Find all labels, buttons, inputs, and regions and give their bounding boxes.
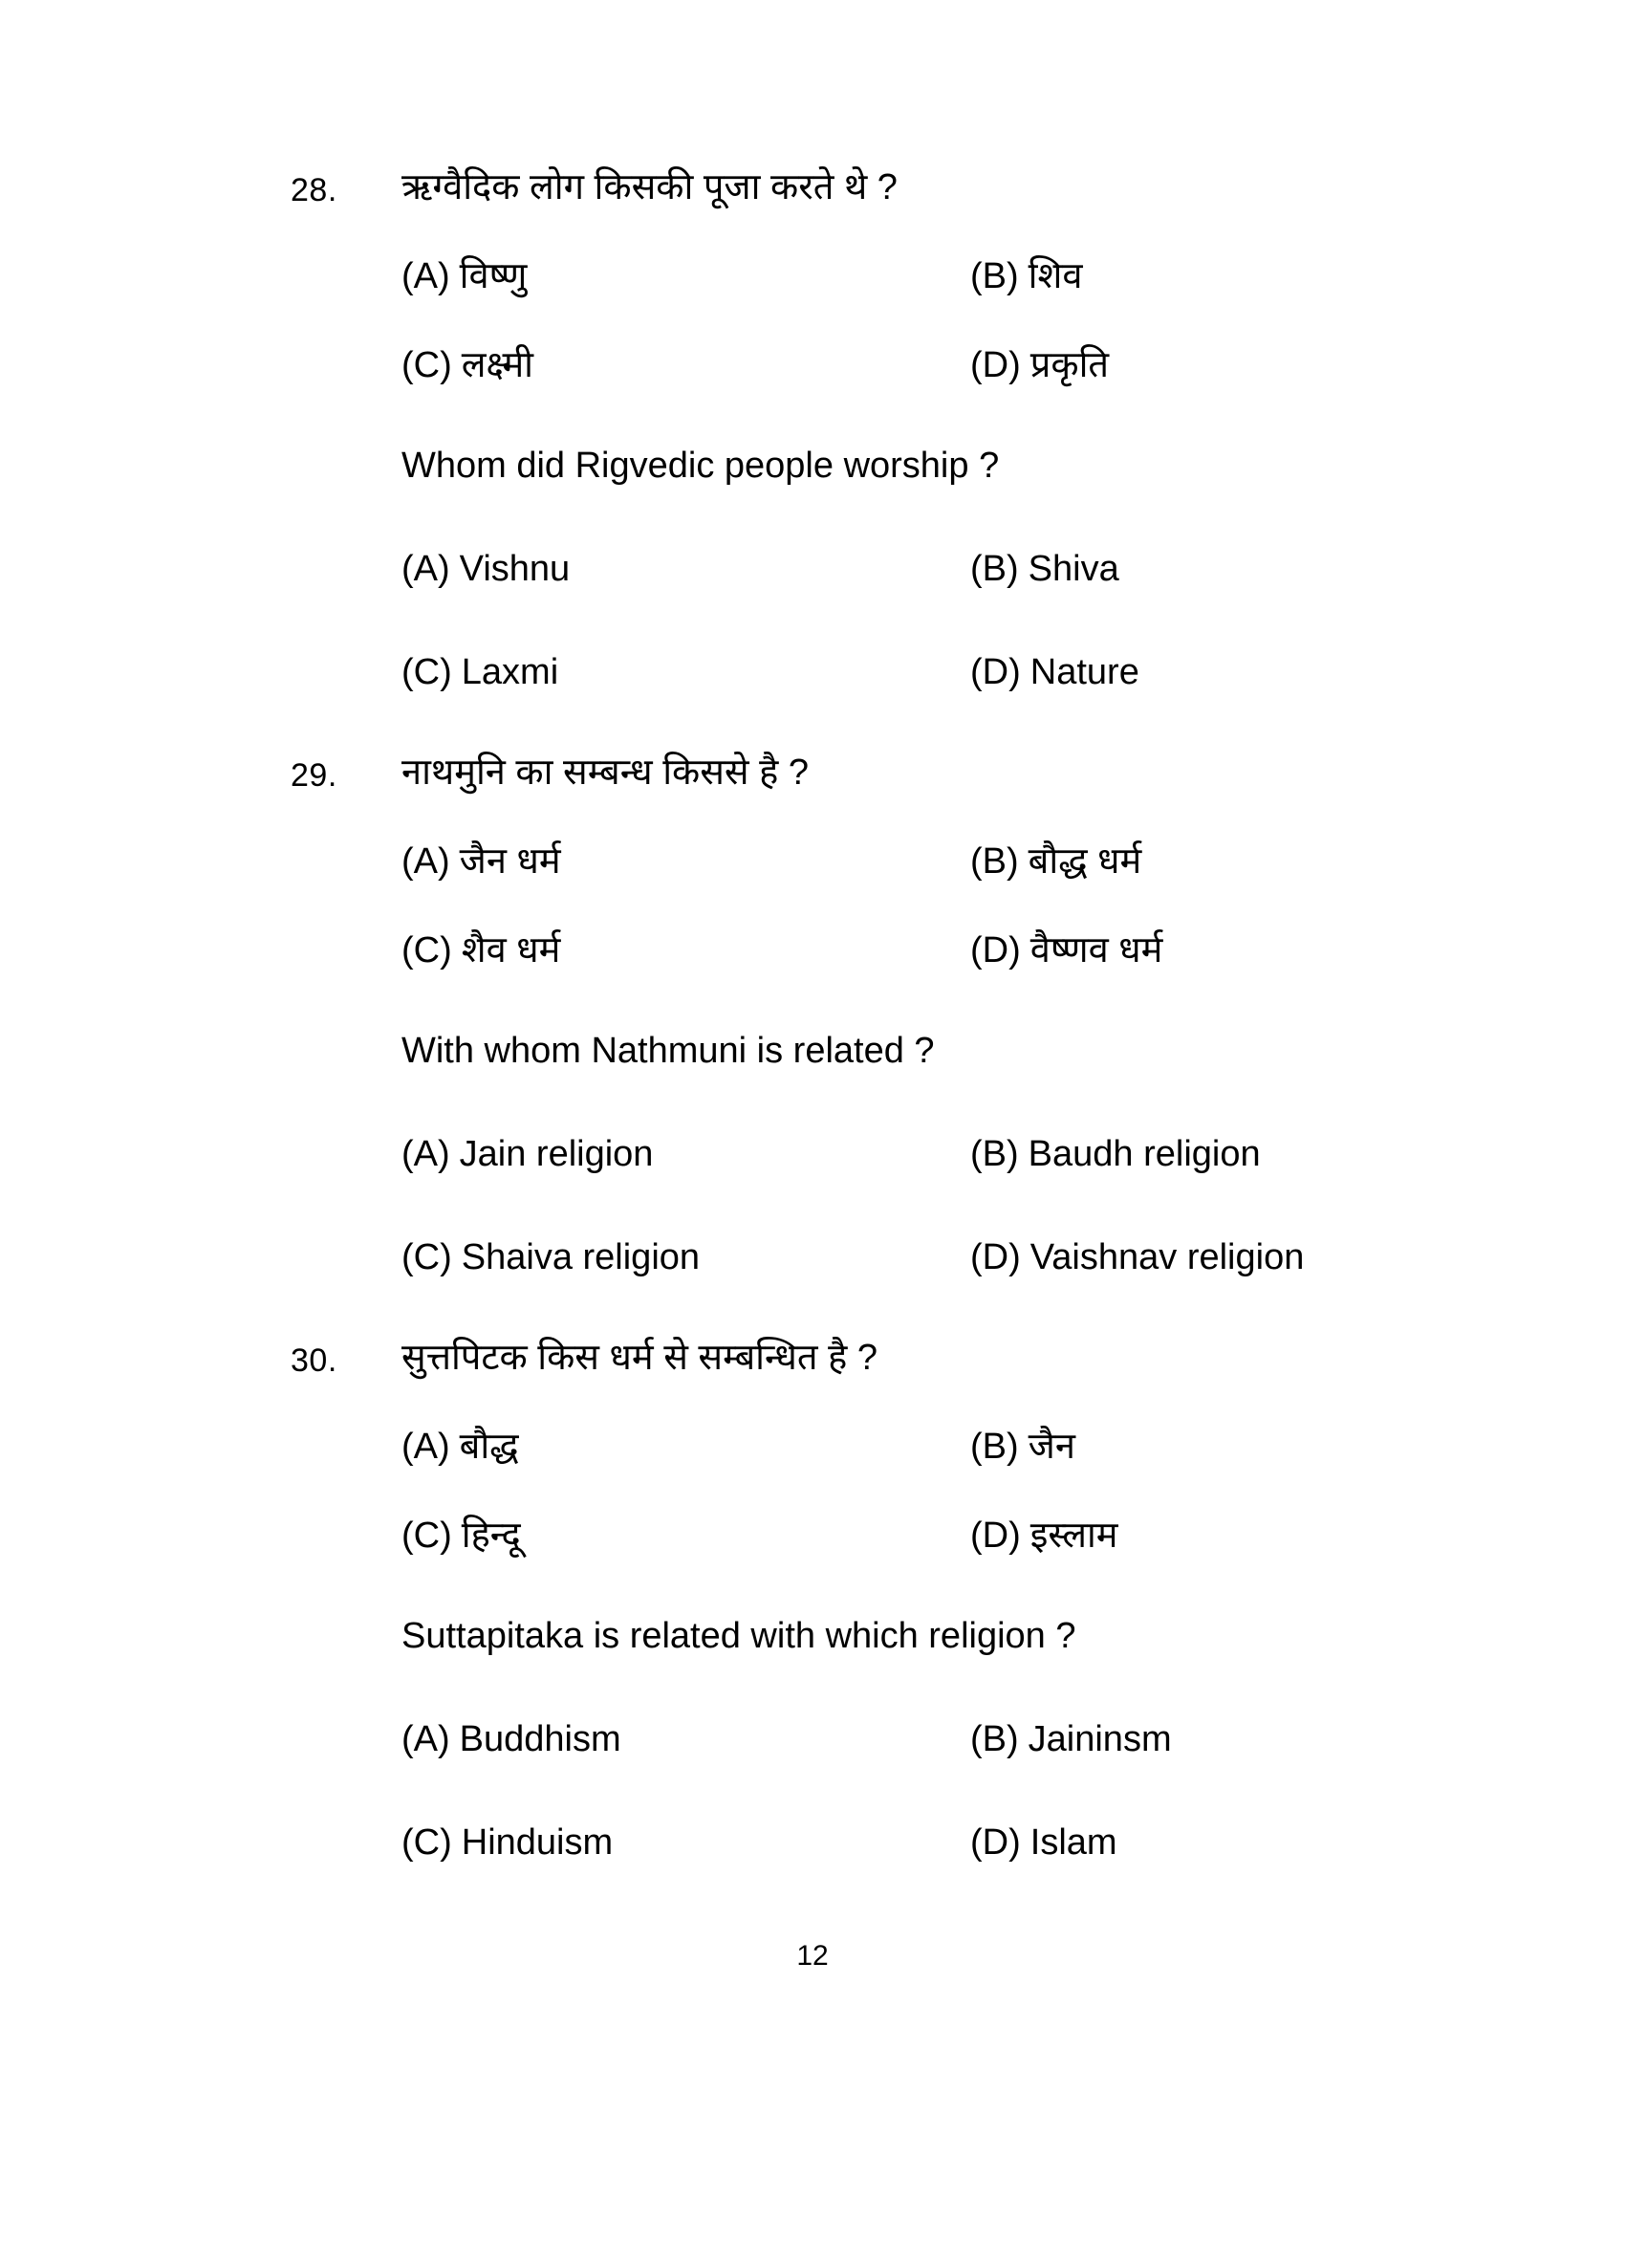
- option-text: प्रकृति: [1029, 345, 1110, 385]
- option-label: (A): [401, 841, 450, 882]
- option-label: (D): [970, 652, 1021, 692]
- question-29-english-options-row-1: [401, 1131, 1568, 1177]
- question-29-english-question: With whom Nathmuni is related ?: [401, 1031, 935, 1071]
- question-29-hindi-question: नाथमुनि का सम्बन्ध किससे है ?: [401, 752, 810, 793]
- question-28-english-option-d: [970, 649, 1139, 695]
- question-30-hindi-option-c: [401, 1513, 970, 1559]
- question-29-number: 29.: [291, 757, 337, 794]
- option-label: (B): [970, 841, 1019, 882]
- question-29-english-option-c: [401, 1234, 970, 1280]
- question-30-english-option-b: [970, 1716, 1172, 1762]
- option-text: Laxmi: [461, 652, 559, 692]
- option-text: लक्ष्मी: [461, 345, 534, 385]
- option-label: (A): [401, 1427, 450, 1467]
- question-29-english-option-d: [970, 1234, 1304, 1280]
- question-30-english-question: Suttapitaka is related with which religion ?: [401, 1616, 1076, 1656]
- question-28-english-text: [401, 443, 1568, 489]
- option-label: (A): [401, 256, 450, 296]
- question-28-english-option-a: [401, 546, 970, 592]
- option-text: Jaininsm: [1028, 1719, 1172, 1759]
- option-text: हिन्दू: [461, 1516, 521, 1556]
- option-text: विष्णु: [459, 256, 528, 296]
- question-30-english-option-a: [401, 1716, 970, 1762]
- option-text: Shaiva religion: [461, 1237, 701, 1277]
- question-28-english-option-c: [401, 649, 970, 695]
- option-text: जैन: [1028, 1427, 1075, 1467]
- option-label: (B): [970, 549, 1019, 589]
- question-30-hindi-question: सुत्तपिटक किस धर्म से सम्बन्धित है ?: [401, 1338, 878, 1378]
- option-label: (D): [970, 930, 1021, 970]
- question-28-hindi-text: [291, 164, 1568, 210]
- option-text: Jain religion: [459, 1134, 654, 1174]
- option-label: (A): [401, 1134, 450, 1174]
- question-29-english-text: [401, 1028, 1568, 1074]
- question-30-number: 30.: [291, 1342, 337, 1379]
- question-30-hindi-option-a: [401, 1424, 970, 1470]
- question-30-english-text: [401, 1613, 1568, 1659]
- question-29-hindi-option-a: [401, 839, 970, 884]
- question-30-english-options-row-2: [401, 1820, 1568, 1865]
- question-28-hindi-options-row-2: [401, 342, 1568, 388]
- option-text: Hinduism: [461, 1822, 614, 1863]
- question-30-english-option-c: [401, 1820, 970, 1865]
- question-28-english-options-row-1: [401, 546, 1568, 592]
- option-text: Buddhism: [459, 1719, 621, 1759]
- page-number: 12: [796, 1940, 829, 1972]
- question-29-hindi-option-d: [970, 927, 1162, 973]
- option-label: (D): [970, 1237, 1021, 1277]
- question-28: [291, 164, 1568, 695]
- option-label: (D): [970, 345, 1021, 385]
- option-text: शैव धर्म: [461, 930, 561, 970]
- option-text: Vaishnav religion: [1029, 1237, 1305, 1277]
- option-text: Nature: [1029, 652, 1139, 692]
- option-text: वैष्णव धर्म: [1029, 930, 1163, 970]
- option-label: (D): [970, 1822, 1021, 1863]
- question-28-hindi-options-row-1: [401, 253, 1568, 299]
- question-29-hindi-options-row-1: [401, 839, 1568, 884]
- option-label: (C): [401, 1237, 452, 1277]
- question-30-hindi-options-row-1: [401, 1424, 1568, 1470]
- question-28-hindi-option-d: [970, 342, 1109, 388]
- question-30: [291, 1335, 1568, 1865]
- question-30-english-options-row-1: [401, 1716, 1568, 1762]
- option-label: (A): [401, 1719, 450, 1759]
- question-28-hindi-option-a: [401, 253, 970, 299]
- question-30-hindi-text: [291, 1335, 1568, 1381]
- option-label: (A): [401, 549, 450, 589]
- option-text: जैन धर्म: [459, 841, 561, 882]
- option-text: Baudh religion: [1028, 1134, 1261, 1174]
- question-28-english-question: Whom did Rigvedic people worship ?: [401, 446, 1000, 486]
- option-label: (C): [401, 1822, 452, 1863]
- question-30-hindi-options-row-2: [401, 1513, 1568, 1559]
- question-28-hindi-option-c: [401, 342, 970, 388]
- option-label: (D): [970, 1516, 1021, 1556]
- question-30-english-option-d: [970, 1820, 1117, 1865]
- question-29-english-option-a: [401, 1131, 970, 1177]
- option-text: Vishnu: [459, 549, 571, 589]
- question-30-hindi-option-d: [970, 1513, 1118, 1559]
- question-30-hindi-option-b: [970, 1424, 1075, 1470]
- question-29-hindi-option-c: [401, 927, 970, 973]
- question-29: [291, 750, 1568, 1280]
- option-label: (C): [401, 930, 452, 970]
- option-label: (B): [970, 1719, 1019, 1759]
- option-label: (C): [401, 1516, 452, 1556]
- option-text: शिव: [1028, 256, 1083, 296]
- question-29-hindi-options-row-2: [401, 927, 1568, 973]
- question-28-hindi-option-b: [970, 253, 1082, 299]
- option-label: (B): [970, 256, 1019, 296]
- option-label: (C): [401, 345, 452, 385]
- question-29-english-option-b: [970, 1131, 1261, 1177]
- question-28-english-option-b: [970, 546, 1119, 592]
- question-29-hindi-option-b: [970, 839, 1141, 884]
- option-text: Islam: [1029, 1822, 1117, 1863]
- option-label: (B): [970, 1427, 1019, 1467]
- question-28-number: 28.: [291, 172, 337, 208]
- question-29-english-options-row-2: [401, 1234, 1568, 1280]
- option-text: बौद्ध: [459, 1427, 519, 1467]
- question-28-english-options-row-2: [401, 649, 1568, 695]
- exam-page-content: [0, 164, 1625, 1865]
- option-text: Shiva: [1028, 549, 1119, 589]
- option-label: (B): [970, 1134, 1019, 1174]
- option-text: बौद्ध धर्म: [1028, 841, 1142, 882]
- option-text: इस्लाम: [1029, 1516, 1118, 1556]
- question-29-hindi-text: [291, 750, 1568, 796]
- question-28-hindi-question: ऋग्वैदिक लोग किसकी पूजा करते थे ?: [401, 167, 898, 207]
- option-label: (C): [401, 652, 452, 692]
